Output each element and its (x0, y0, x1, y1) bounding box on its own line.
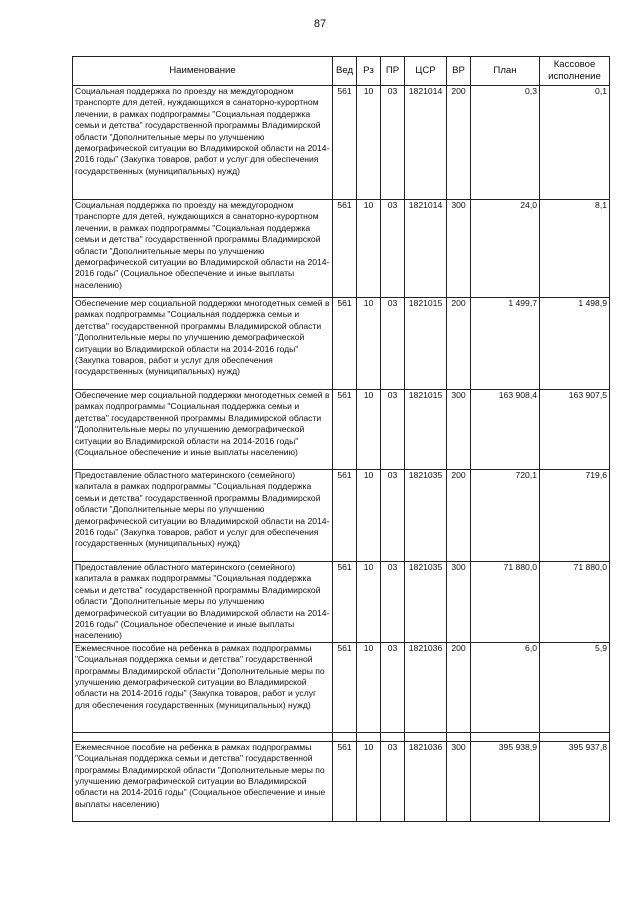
row-vr: 200 (447, 642, 471, 732)
row-ved: 561 (333, 298, 357, 390)
row-ved: 561 (333, 642, 357, 732)
row-cash: 719,6 (540, 470, 610, 562)
row-pr: 03 (381, 200, 405, 298)
row-rz: 10 (357, 562, 381, 643)
row-ved: 561 (333, 562, 357, 643)
row-rz: 10 (357, 642, 381, 732)
row-rz: 10 (357, 298, 381, 390)
row-vr: 300 (447, 741, 471, 821)
row-csr: 1821014 (405, 200, 447, 298)
table-spacer-row (73, 732, 610, 741)
row-ved: 561 (333, 86, 357, 200)
header-name: Наименование (73, 57, 333, 86)
table-row (73, 200, 610, 298)
row-csr: 1821014 (405, 86, 447, 200)
row-csr: 1821035 (405, 470, 447, 562)
row-vr: 200 (447, 86, 471, 200)
row-plan: 395 938,9 (471, 741, 540, 821)
header-rz: Рз (357, 57, 381, 86)
row-plan: 24,0 (471, 200, 540, 298)
row-ved: 561 (333, 470, 357, 562)
budget-table (72, 56, 610, 822)
row-ved: 561 (333, 200, 357, 298)
row-name: Социальная поддержка по проезду на междугородном транспорте для детей, нуждающихся в санаторно-курортном лечении, в рамках подпрограммы "Социальная поддержка семьи и детства" государственной программы Владимирской области "Дополнительные меры по улучшению демографической ситуации во Владимирской области на 2014-2016 годы" (Социальное обеспечение и иные выплаты населению) (73, 200, 333, 298)
row-csr: 1821036 (405, 642, 447, 732)
row-pr: 03 (381, 562, 405, 643)
table-row (73, 562, 610, 643)
row-pr: 03 (381, 86, 405, 200)
row-vr: 200 (447, 298, 471, 390)
row-csr: 1821015 (405, 390, 447, 470)
row-cash: 0,1 (540, 86, 610, 200)
row-rz: 10 (357, 86, 381, 200)
row-pr: 03 (381, 642, 405, 732)
row-name: Обеспечение мер социальной поддержки многодетных семей в рамках подпрограммы "Социальная поддержка семьи и детства" государственной программы Владимирской области "Дополнительные меры по улучшению демографической ситуации во Владимирской области на 2014-2016 годы" (Социальное обеспечение и иные выплаты населению) (73, 390, 333, 470)
row-csr: 1821035 (405, 562, 447, 643)
row-cash: 71 880,0 (540, 562, 610, 643)
row-ved: 561 (333, 741, 357, 821)
row-cash: 5,9 (540, 642, 610, 732)
row-name: Ежемесячное пособие на ребенка в рамках подпрограммы "Социальная поддержка семьи и детства" государственной программы Владимирской области "Дополнительные меры по улучшению демографической ситуации во Владимирской области на 2014-2016 годы" (Закупка товаров, работ и услуг для обеспечения государственных (муниципальных) нужд) (73, 642, 333, 732)
row-rz: 10 (357, 390, 381, 470)
page-number: 87 (313, 18, 327, 30)
row-plan: 71 880,0 (471, 562, 540, 643)
header-ved: Вед (333, 57, 357, 86)
row-cash: 1 498,9 (540, 298, 610, 390)
row-vr: 300 (447, 562, 471, 643)
row-rz: 10 (357, 470, 381, 562)
table-row (73, 642, 610, 732)
row-pr: 03 (381, 470, 405, 562)
header-plan: План (471, 57, 540, 86)
table-row (73, 298, 610, 390)
row-name: Ежемесячное пособие на ребенка в рамках подпрограммы "Социальная поддержка семьи и детства" государственной программы Владимирской области "Дополнительные меры по улучшению демографической ситуации во Владимирской области на 2014-2016 годы" (Социальное обеспечение и иные выплаты населению) (73, 741, 333, 821)
row-name: Предоставление областного материнского (семейного) капитала в рамках подпрограммы "Социальная поддержка семьи и детства" государственной программы Владимирской области "Дополнительные меры по улучшению демографической ситуации во Владимирской области на 2014-2016 годы" (Закупка товаров, работ и услуг для обеспечения государственных (муниципальных) нужд) (73, 470, 333, 562)
header-csr: ЦСР (405, 57, 447, 86)
row-plan: 1 499,7 (471, 298, 540, 390)
table-row (73, 741, 610, 821)
row-plan: 720,1 (471, 470, 540, 562)
row-ved: 561 (333, 390, 357, 470)
header-pr: ПР (381, 57, 405, 86)
row-name: Социальная поддержка по проезду на междугородном транспорте для детей, нуждающихся в санаторно-курортном лечении, в рамках подпрограммы "Социальная поддержка семьи и детства" государственной программы Владимирской области "Дополнительные меры по улучшению демографической ситуации во Владимирской области на 2014-2016 годы" (Закупка товаров, работ и услуг для обеспечения государственных (муниципальных) нужд) (73, 86, 333, 200)
table-row (73, 390, 610, 470)
row-cash: 163 907,5 (540, 390, 610, 470)
header-cash: Кассовое исполнение (540, 57, 610, 86)
row-vr: 300 (447, 200, 471, 298)
row-vr: 300 (447, 390, 471, 470)
row-csr: 1821036 (405, 741, 447, 821)
row-plan: 0,3 (471, 86, 540, 200)
row-plan: 6,0 (471, 642, 540, 732)
row-csr: 1821015 (405, 298, 447, 390)
row-cash: 395 937,8 (540, 741, 610, 821)
row-pr: 03 (381, 741, 405, 821)
row-pr: 03 (381, 298, 405, 390)
row-vr: 200 (447, 470, 471, 562)
row-rz: 10 (357, 200, 381, 298)
row-cash: 8,1 (540, 200, 610, 298)
table-header-row (73, 57, 610, 86)
row-name: Предоставление областного материнского (семейного) капитала в рамках подпрограммы "Социальная поддержка семьи и детства" государственной программы Владимирской области "Дополнительные меры по улучшению демографической ситуации во Владимирской области на 2014-2016 годы" (Социальное обеспечение и иные выплаты населению) (73, 562, 333, 643)
row-pr: 03 (381, 390, 405, 470)
table-row (73, 86, 610, 200)
header-vr: ВР (447, 57, 471, 86)
row-plan: 163 908,4 (471, 390, 540, 470)
row-name: Обеспечение мер социальной поддержки многодетных семей в рамках подпрограммы "Социальная поддержка семьи и детства" государственной программы Владимирской области "Дополнительные меры по улучшению демографической ситуации во Владимирской области на 2014-2016 годы" (Закупка товаров, работ и услуг для обеспечения государственных (муниципальных) нужд) (73, 298, 333, 390)
row-rz: 10 (357, 741, 381, 821)
table-row (73, 470, 610, 562)
